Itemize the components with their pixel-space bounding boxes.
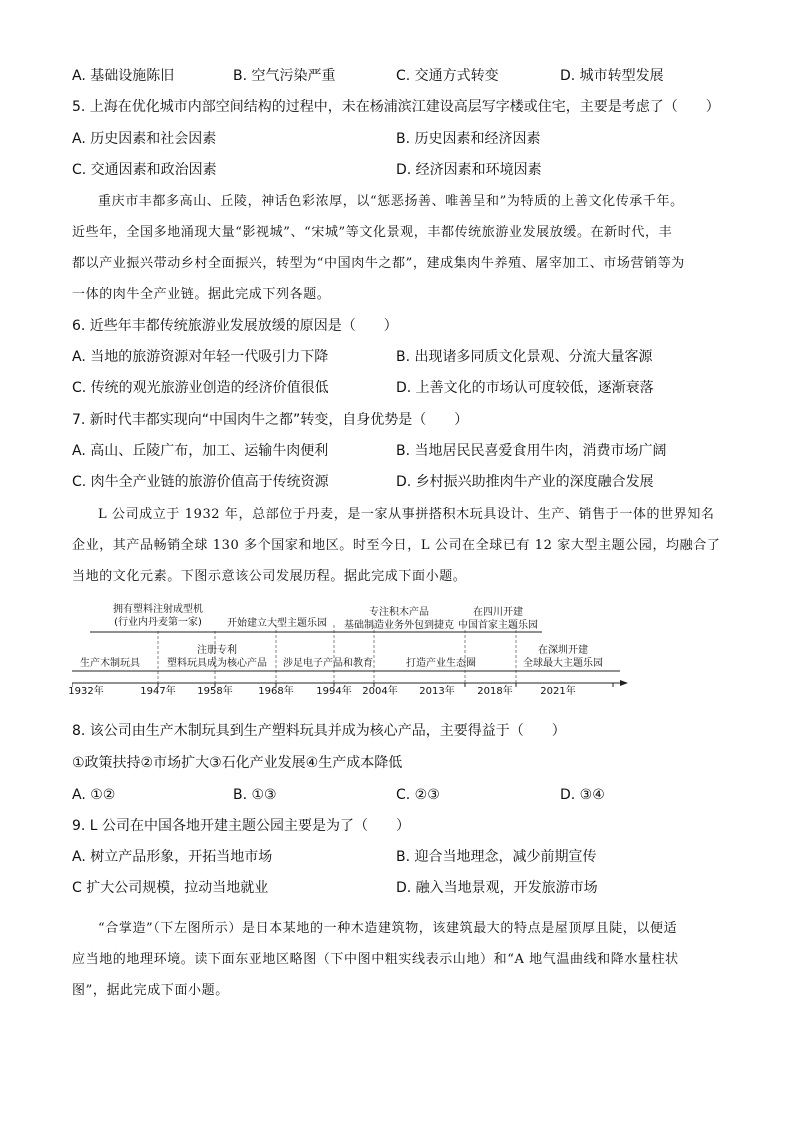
q5-option-a[interactable]: A. 历史因素和社会因素 (72, 131, 217, 147)
timeline-year: 1958年 (197, 686, 233, 697)
timeline-year: 1932年 (68, 686, 104, 697)
event-text: 生产木制玩具 (80, 658, 140, 669)
timeline-year: 2004年 (362, 686, 398, 697)
q4-option-b[interactable]: B. 空气污染严重 (233, 68, 336, 84)
timeline-year: 2018年 (477, 686, 513, 697)
q7-stem: 7. 新时代丰都实现向“中国肉牛之都”转变，自身优势是（ ） (72, 412, 469, 428)
event-text: 基础制造业务外包到捷克 (344, 620, 454, 631)
q6-option-b[interactable]: B. 出现诸多同质文化景观、分流大量客源 (396, 349, 653, 365)
event-text: 专注积木产品 (369, 607, 429, 618)
passage-line: L 公司成立于 1932 年，总部位于丹麦，是一家从事拼搭积木玩具设计、生产、销售于一体的世界知名 (98, 507, 715, 522)
q9-option-b[interactable]: B. 迎合当地理念，减少前期宣传 (396, 849, 597, 865)
q9-option-c[interactable]: C 扩大公司规模，拉动当地就业 (72, 880, 269, 896)
passage-fengdu (72, 186, 732, 310)
timeline-year: 2013年 (419, 686, 455, 697)
passage-line: “合掌造”（下左图所示）是日本某地的一种木造建筑物，该建筑最大的特点是屋顶厚且陡，以便适 (98, 921, 678, 936)
q7-option-a[interactable]: A. 高山、丘陵广布，加工、运输牛肉便利 (72, 443, 329, 459)
event-text: 中国首家主题乐园 (458, 620, 538, 631)
q6-option-a[interactable]: A. 当地的旅游资源对年轻一代吸引力下降 (72, 349, 329, 365)
q4-option-d[interactable]: D. 城市转型发展 (560, 68, 664, 84)
q9-stem: 9. L 公司在中国各地开建主题公园主要是为了（ ） (72, 818, 411, 834)
passage-line: 应当地的地理环境。读下面东亚地区略图（下中图中粗实线表示山地）和“A 地气温曲线和降水量柱状 (72, 952, 679, 967)
passage-line: 一体的肉牛全产业链。据此完成下列各题。 (72, 287, 331, 302)
development-timeline (68, 603, 632, 703)
q7-option-b[interactable]: B. 当地居民民喜爱食用牛肉，消费市场广阔 (396, 443, 667, 459)
q4-option-a[interactable]: A. 基础设施陈旧 (72, 68, 175, 84)
timeline-event-2018 (458, 606, 538, 632)
passage-line: 近些年，全国多地涌现大量“影视城”、“宋城”等文化景观，丰都传统旅游业发展放缓。在新时代，丰 (72, 225, 673, 240)
passage-l-company (72, 499, 732, 592)
q4-option-c[interactable]: C. 交通方式转变 (396, 68, 499, 84)
timeline-event-1994 (283, 657, 373, 670)
event-text: 打造产业生态圈 (406, 658, 476, 669)
timeline-event-1968 (227, 617, 327, 630)
q8-option-c[interactable]: C. ②③ (396, 787, 440, 803)
q9-option-a[interactable]: A. 树立产品形象，开拓当地市场 (72, 849, 273, 865)
q8-option-d[interactable]: D. ③④ (560, 787, 605, 803)
timeline-event-2021 (523, 644, 603, 670)
timeline-event-2004 (344, 606, 454, 632)
passage-line: 当地的文化元素。下图示意该公司发展历程。据此完成下面小题。 (72, 569, 467, 584)
q9-option-d[interactable]: D. 融入当地景观，开发旅游市场 (396, 880, 598, 896)
q6-option-d[interactable]: D. 上善文化的市场认可度较低，逐渐衰落 (396, 380, 654, 396)
event-text: 全球最大主题乐园 (523, 658, 603, 669)
passage-gassho (72, 913, 732, 1006)
event-text: (行业内丹麦第一家) (114, 617, 202, 628)
event-text: 在深圳开建 (538, 645, 588, 656)
timeline-event-2013 (406, 657, 476, 670)
event-text: 在四川开建 (473, 607, 523, 618)
q8-option-b[interactable]: B. ①③ (233, 787, 277, 803)
event-text: 拥有塑料注射成型机 (113, 604, 203, 615)
event-text: 涉足电子产品和教育 (283, 658, 373, 669)
passage-line: 企业，其产品畅销全球 130 多个国家和地区。时至今日，L 公司在全球已有 12 家大型主题公园，均融合了 (72, 538, 721, 553)
passage-line: 都以产业振兴带动乡村全面振兴，转型为“中国肉牛之都”，建成集肉牛养殖、屠宰加工、市场营销等为 (72, 256, 685, 271)
timeline-year: 1968年 (258, 686, 294, 697)
passage-line: 图”，据此完成下面小题。 (72, 983, 229, 998)
q8-stem: 8. 该公司由生产木制玩具到生产塑料玩具并成为核心产品，主要得益于（ ） (72, 723, 566, 739)
q7-option-c[interactable]: C. 肉牛全产业链的旅游价值高于传统资源 (72, 474, 329, 490)
timeline-year: 1994年 (316, 686, 352, 697)
event-text: 开始建立大型主题乐园 (227, 618, 327, 629)
q5-option-d[interactable]: D. 经济因素和环境因素 (396, 162, 542, 178)
q6-option-c[interactable]: C. 传统的观光旅游业创造的经济价值很低 (72, 380, 329, 396)
timeline-event-1932 (80, 657, 140, 670)
timeline-event-1947 (113, 603, 203, 629)
timeline-event-1958 (167, 644, 267, 670)
q5-stem: 5. 上海在优化城市内部空间结构的过程中，未在杨浦滨江建设高层写字楼或住宅，主要是考虑了（ ） (72, 99, 720, 115)
q5-option-b[interactable]: B. 历史因素和经济因素 (396, 131, 541, 147)
q8-statements: ①政策扶持②市场扩大③石化产业发展④生产成本降低 (72, 755, 403, 771)
event-text: 塑料玩具成为核心产品 (167, 658, 267, 669)
passage-line: 重庆市丰都多高山、丘陵，神话色彩浓厚，以“惩恶扬善、唯善呈和”为特质的上善文化传承千年。 (98, 194, 684, 209)
q8-option-a[interactable]: A. ①② (72, 787, 116, 803)
event-text: 注册专利 (197, 645, 237, 656)
q5-option-c[interactable]: C. 交通因素和政治因素 (72, 162, 217, 178)
q7-option-d[interactable]: D. 乡村振兴助推肉牛产业的深度融合发展 (396, 474, 654, 490)
timeline-year: 1947年 (140, 686, 176, 697)
q6-stem: 6. 近些年丰都传统旅游业发展放缓的原因是（ ） (72, 318, 398, 334)
timeline-year: 2021年 (540, 686, 576, 697)
